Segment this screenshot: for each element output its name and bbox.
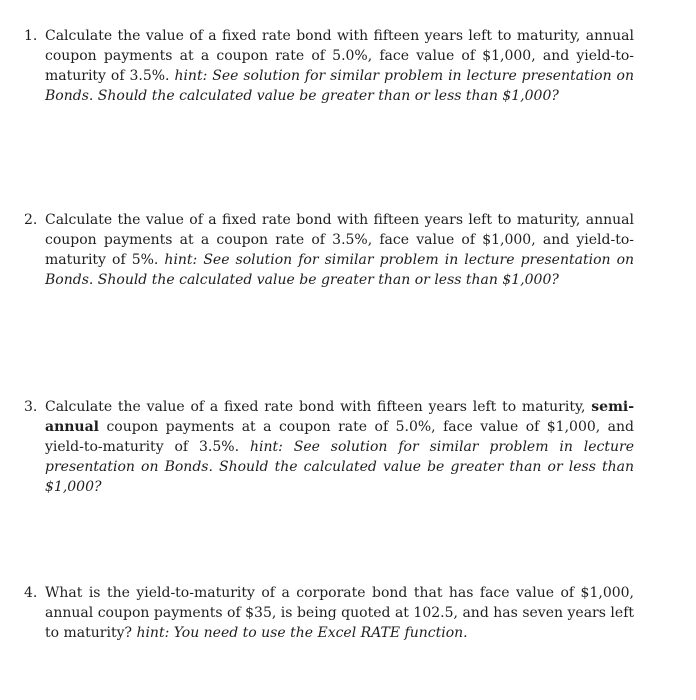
problem-4 bbox=[24, 583, 634, 643]
problem-text: Calculate the value of a fixed rate bond with fifteen years left to maturity, bbox=[45, 399, 586, 415]
problem-hint: hint: You need to use the Excel RATE function. bbox=[136, 625, 468, 641]
problem-text: Calculate the value of a fixed rate bond with fifteen years left to maturity, annual coupon payments at a coupon rate of 3.5%, face value of $1,000, and yield-to-maturity of 5%. bbox=[45, 212, 634, 268]
problem-number: 2. bbox=[24, 212, 38, 228]
problem-text-continued: coupon payments at a coupon rate of 5.0%, face value of $1,000, and yield-to-maturity of 3.5%. bbox=[45, 419, 634, 455]
problem-2 bbox=[24, 210, 634, 290]
problem-body bbox=[45, 397, 634, 497]
problem-number: 3. bbox=[24, 399, 38, 415]
problem-text: What is the yield-to-maturity of a corporate bond that has face value of $1,000, annual coupon payments of $35, is being quoted at 102.5, and has seven years left to maturity? bbox=[45, 585, 634, 641]
problem-text: Calculate the value of a fixed rate bond with fifteen years left to maturity, annual coupon payments at a coupon rate of 5.0%, face value of $1,000, and yield-to-maturity of 3.5%. bbox=[45, 28, 634, 84]
problem-body bbox=[45, 26, 634, 106]
problem-emphasis: semi-annual bbox=[45, 399, 635, 435]
problem-3 bbox=[24, 397, 634, 497]
problem-hint: hint: See solution for similar problem in lecture presentation on Bonds. Should the calculated value be greater than or less than $1,000? bbox=[45, 252, 635, 288]
problem-body bbox=[45, 583, 634, 643]
problem-number: 1. bbox=[24, 28, 38, 44]
problem-hint: hint: See solution for similar problem in lecture presentation on Bonds. Should the calculated value be greater than or less than $1,000? bbox=[45, 439, 635, 495]
problem-1 bbox=[24, 26, 634, 106]
problem-hint: hint: See solution for similar problem in lecture presentation on Bonds. Should the calculated value be greater than or less than $1,000? bbox=[45, 68, 635, 104]
problem-body bbox=[45, 210, 634, 290]
problem-number: 4. bbox=[24, 585, 38, 601]
